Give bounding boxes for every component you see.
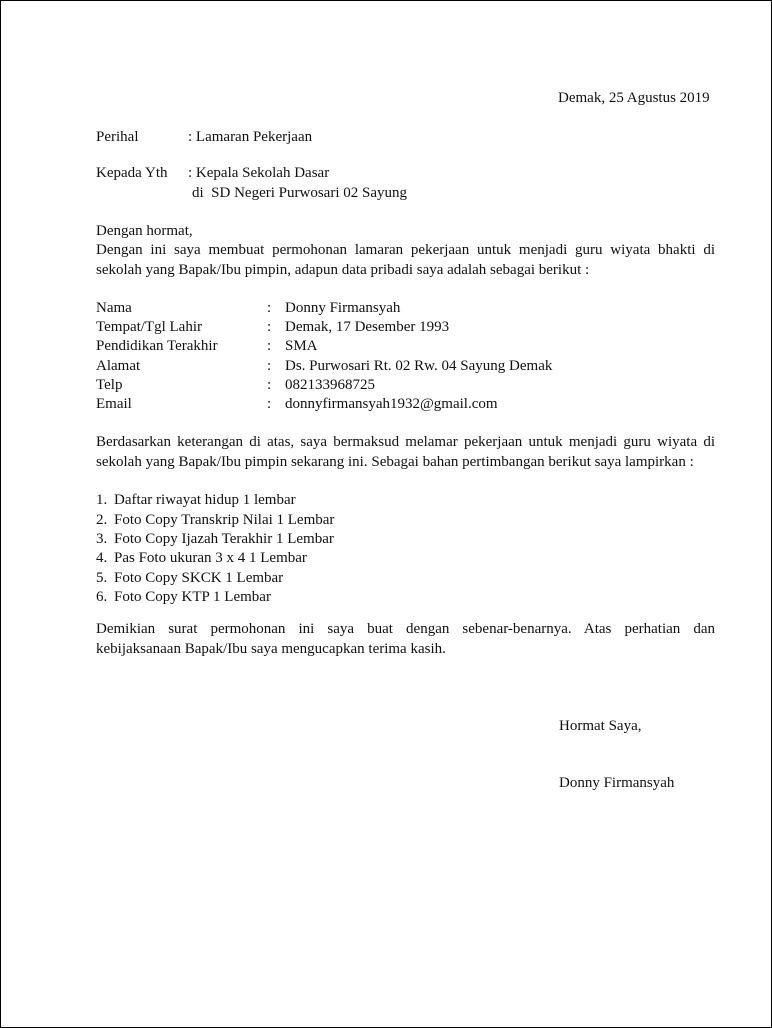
data-value-address: Ds. Purwosari Rt. 02 Rw. 04 Sayung Demak: [285, 358, 553, 374]
recipient-line-2: di SD Negeri Purwosari 02 Sayung: [192, 185, 407, 201]
data-label-phone: Telp: [96, 377, 123, 393]
attachment-item: Foto Copy KTP 1 Lembar: [114, 589, 271, 605]
subject-label: Perihal: [96, 129, 139, 145]
data-label-birth: Tempat/Tgl Lahir: [96, 319, 202, 335]
attachment-item: Foto Copy Transkrip Nilai 1 Lembar: [114, 512, 335, 528]
body-paragraph: [96, 433, 715, 472]
recipient-line-1: : Kepala Sekolah Dasar: [188, 165, 330, 181]
data-label-address: Alamat: [96, 358, 141, 374]
attachment-number: 2.: [96, 512, 108, 528]
data-value-birth: Demak, 17 Desember 1993: [285, 319, 450, 335]
attachment-item: Daftar riwayat hidup 1 lembar: [114, 492, 296, 508]
letter-date: Demak, 25 Agustus 2019: [558, 90, 710, 106]
data-separator: :: [267, 377, 272, 393]
data-value-education: SMA: [285, 338, 318, 354]
subject-value: : Lamaran Pekerjaan: [188, 129, 313, 145]
attachment-number: 6.: [96, 589, 108, 605]
sign-off: Hormat Saya,: [559, 718, 642, 734]
data-value-phone: 082133968725: [285, 377, 375, 393]
signer-name: Donny Firmansyah: [559, 775, 675, 791]
data-label-education: Pendidikan Terakhir: [96, 338, 218, 354]
data-value-name: Donny Firmansyah: [285, 300, 401, 316]
greeting: Dengan hormat,: [96, 223, 193, 239]
data-separator: :: [267, 338, 272, 354]
closing-line-1: Demikian surat permohonan ini saya buat dengan sebenar-benarnya. Atas perhatian dan: [96, 621, 715, 637]
data-separator: :: [267, 358, 272, 374]
recipient-label: Kepada Yth: [96, 165, 168, 181]
attachment-item: Pas Foto ukuran 3 x 4 1 Lembar: [114, 550, 307, 566]
closing-paragraph: [96, 620, 715, 659]
attachment-item: Foto Copy Ijazah Terakhir 1 Lembar: [114, 531, 334, 547]
data-label-email: Email: [96, 396, 132, 412]
attachment-item: Foto Copy SKCK 1 Lembar: [114, 570, 284, 586]
body-line-2: sekolah yang Bapak/Ibu pimpin sekarang ini. Sebagai bahan pertimbangan berikut saya lampirkan :: [96, 453, 694, 470]
attachment-number: 4.: [96, 550, 108, 566]
attachment-number: 3.: [96, 531, 108, 547]
data-separator: :: [267, 300, 272, 316]
intro-line-2: sekolah yang Bapak/Ibu pimpin, adapun data pribadi saya adalah sebagai berikut :: [96, 261, 590, 278]
attachment-number: 5.: [96, 570, 108, 586]
data-value-email: donnyfirmansyah1932@gmail.com: [285, 396, 498, 412]
body-line-1: Berdasarkan keterangan di atas, saya bermaksud melamar pekerjaan untuk menjadi guru wiyata di: [96, 434, 715, 450]
attachment-number: 1.: [96, 492, 108, 508]
intro-line-1: Dengan ini saya membuat permohonan lamaran pekerjaan untuk menjadi guru wiyata bhakti di: [96, 242, 715, 258]
data-separator: :: [267, 396, 272, 412]
intro-paragraph: [96, 241, 715, 280]
data-separator: :: [267, 319, 272, 335]
data-label-name: Nama: [96, 300, 132, 316]
closing-line-2: kebijaksanaan Bapak/Ibu saya mengucapkan terima kasih.: [96, 640, 446, 657]
